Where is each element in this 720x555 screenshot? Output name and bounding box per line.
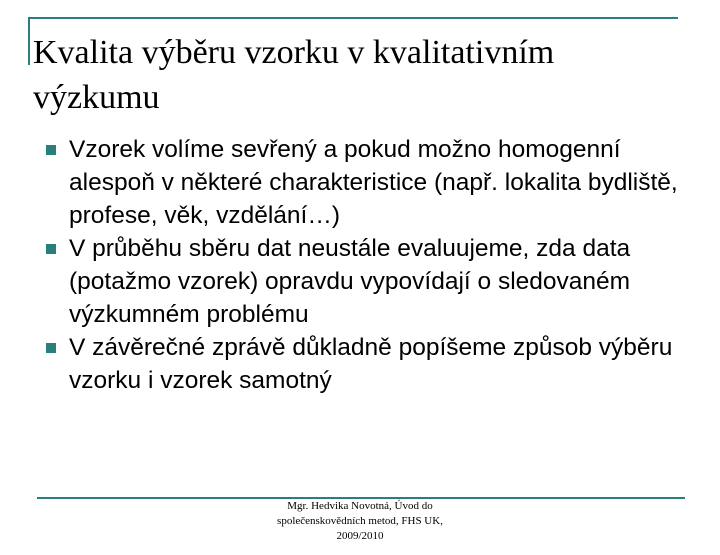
bullet-text: V průběhu sběru dat neustále evaluujeme, zda data (potažmo vzorek) opravdu vypovídají o sledovaném výzkumném problému: [69, 235, 631, 328]
bullet-text: V závěrečné zprávě důkladně popíšeme způsob výběru vzorku i vzorek samotný: [69, 334, 673, 394]
bullet-item: [42, 232, 682, 331]
bullet-list: [42, 133, 682, 397]
square-bullet-icon: [46, 343, 56, 353]
square-bullet-icon: [46, 145, 56, 155]
square-bullet-icon: [46, 244, 56, 254]
slide-title-line-1: Kvalita výběru vzorku v kvalitativním: [33, 34, 555, 71]
footer-credit: Mgr. Hedvika Novotná, Úvod do společenskovědních metod, FHS UK, 2009/2010: [277, 500, 443, 542]
slide-title-line-2: výzkumu: [33, 79, 160, 116]
bullet-item: [42, 331, 682, 397]
title-frame-top-line: [28, 17, 678, 19]
bullet-item: [42, 133, 682, 232]
bullet-text: Vzorek volíme sevřený a pokud možno homogenní alespoň v některé charakteristice (např. lokalita bydliště, profese, věk, vzdělání…): [69, 136, 678, 229]
slide-title: [33, 30, 693, 120]
title-frame-left-line: [28, 17, 30, 65]
